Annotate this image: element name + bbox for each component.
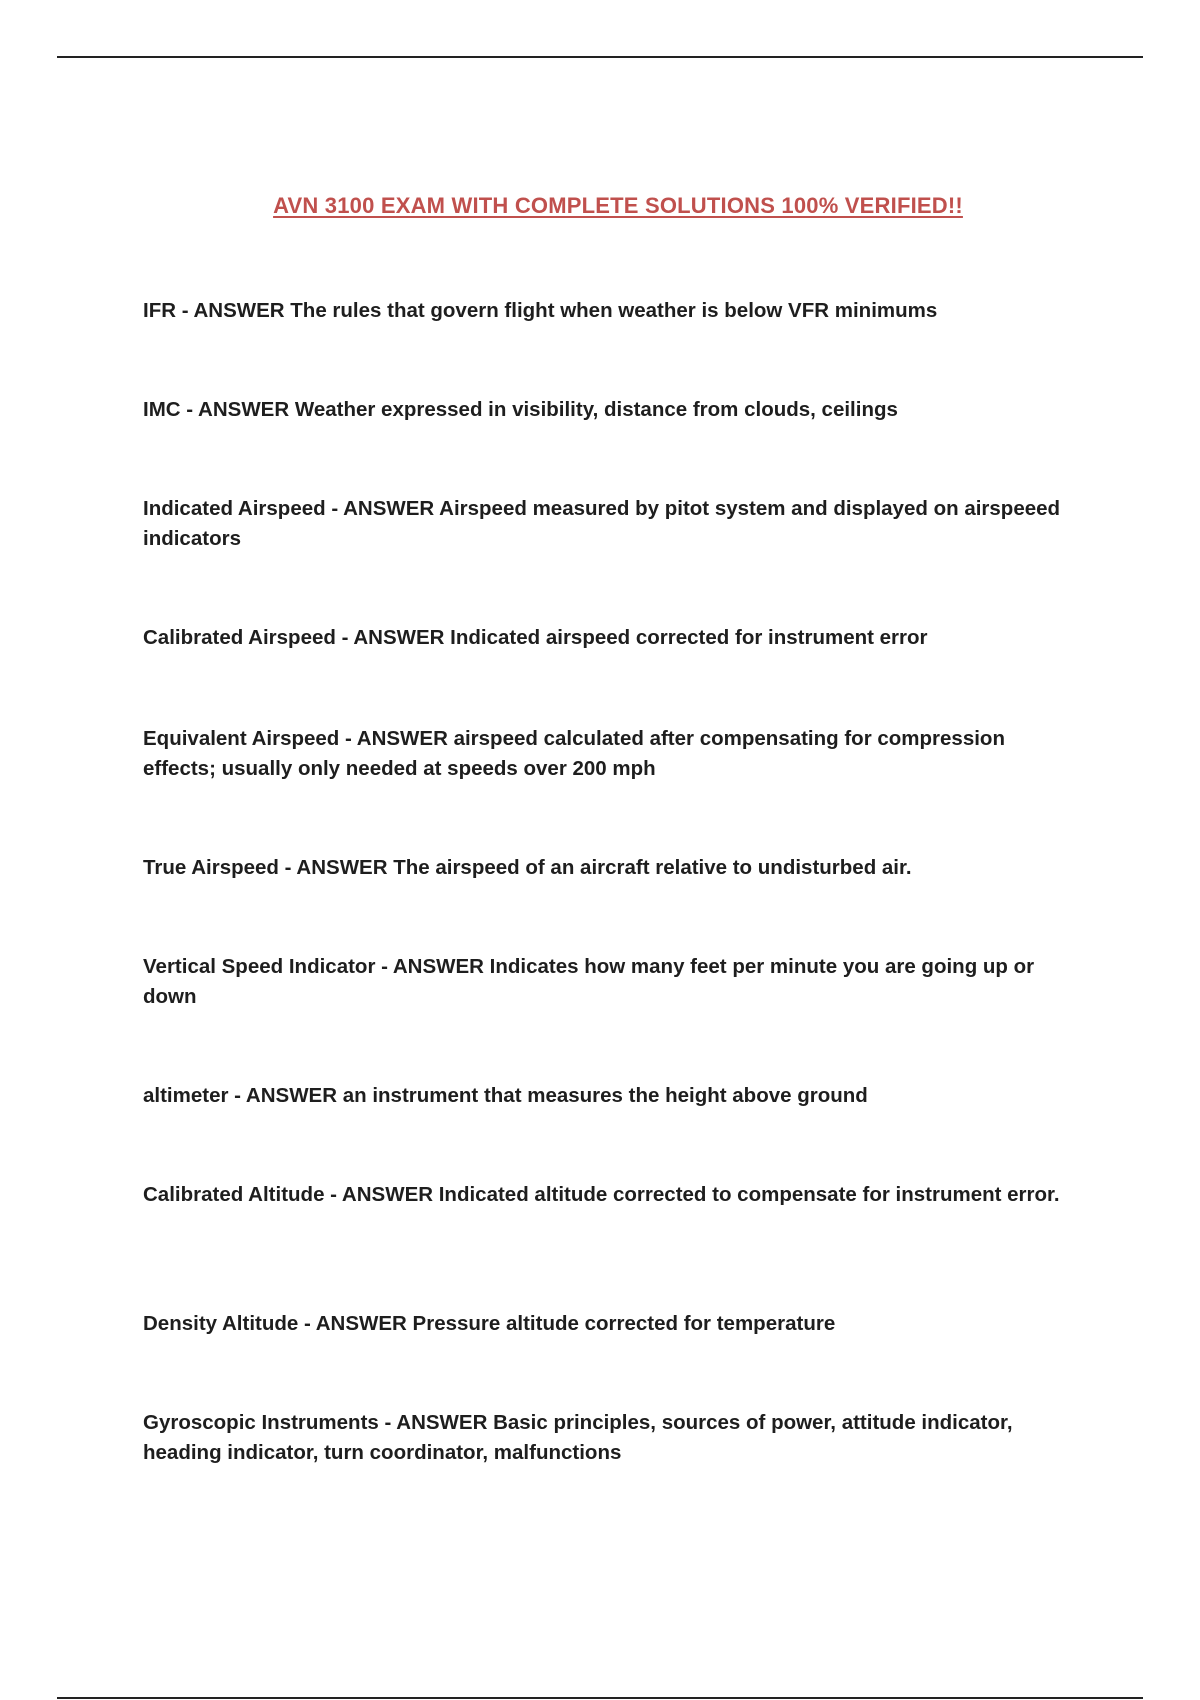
qa-entry-true-airspeed: True Airspeed - ANSWER The airspeed of an aircraft relative to undisturbed air. bbox=[143, 856, 912, 879]
document-title: AVN 3100 EXAM WITH COMPLETE SOLUTIONS 100% VERIFIED!! bbox=[273, 193, 963, 218]
qa-entry-imc: IMC - ANSWER Weather expressed in visibility, distance from clouds, ceilings bbox=[143, 398, 898, 421]
qa-entry-vertical-speed-indicator: Vertical Speed Indicator - ANSWER Indicates how many feet per minute you are going up or down bbox=[143, 955, 1035, 1008]
qa-entry-density-altitude: Density Altitude - ANSWER Pressure altitude corrected for temperature bbox=[143, 1312, 836, 1335]
qa-entry-ifr: IFR - ANSWER The rules that govern flight when weather is below VFR minimums bbox=[143, 299, 938, 322]
qa-entry-altimeter: altimeter - ANSWER an instrument that measures the height above ground bbox=[143, 1084, 868, 1107]
qa-entry-calibrated-altitude: Calibrated Altitude - ANSWER Indicated altitude corrected to compensate for instrument error. bbox=[143, 1183, 1060, 1206]
qa-entry-calibrated-airspeed: Calibrated Airspeed - ANSWER Indicated airspeed corrected for instrument error bbox=[143, 626, 928, 649]
qa-entry-gyroscopic-instruments: Gyroscopic Instruments - ANSWER Basic principles, sources of power, attitude indicator, heading indicator, turn coordinator, malfunctions bbox=[143, 1411, 1013, 1464]
top-divider bbox=[57, 56, 1143, 58]
qa-entry-indicated-airspeed: Indicated Airspeed - ANSWER Airspeed measured by pitot system and displayed on airspeeed indicators bbox=[143, 497, 1061, 550]
qa-entry-equivalent-airspeed: Equivalent Airspeed - ANSWER airspeed calculated after compensating for compression effects; usually only needed at speeds over 200 mph bbox=[143, 727, 1005, 780]
bottom-divider bbox=[57, 1697, 1143, 1699]
